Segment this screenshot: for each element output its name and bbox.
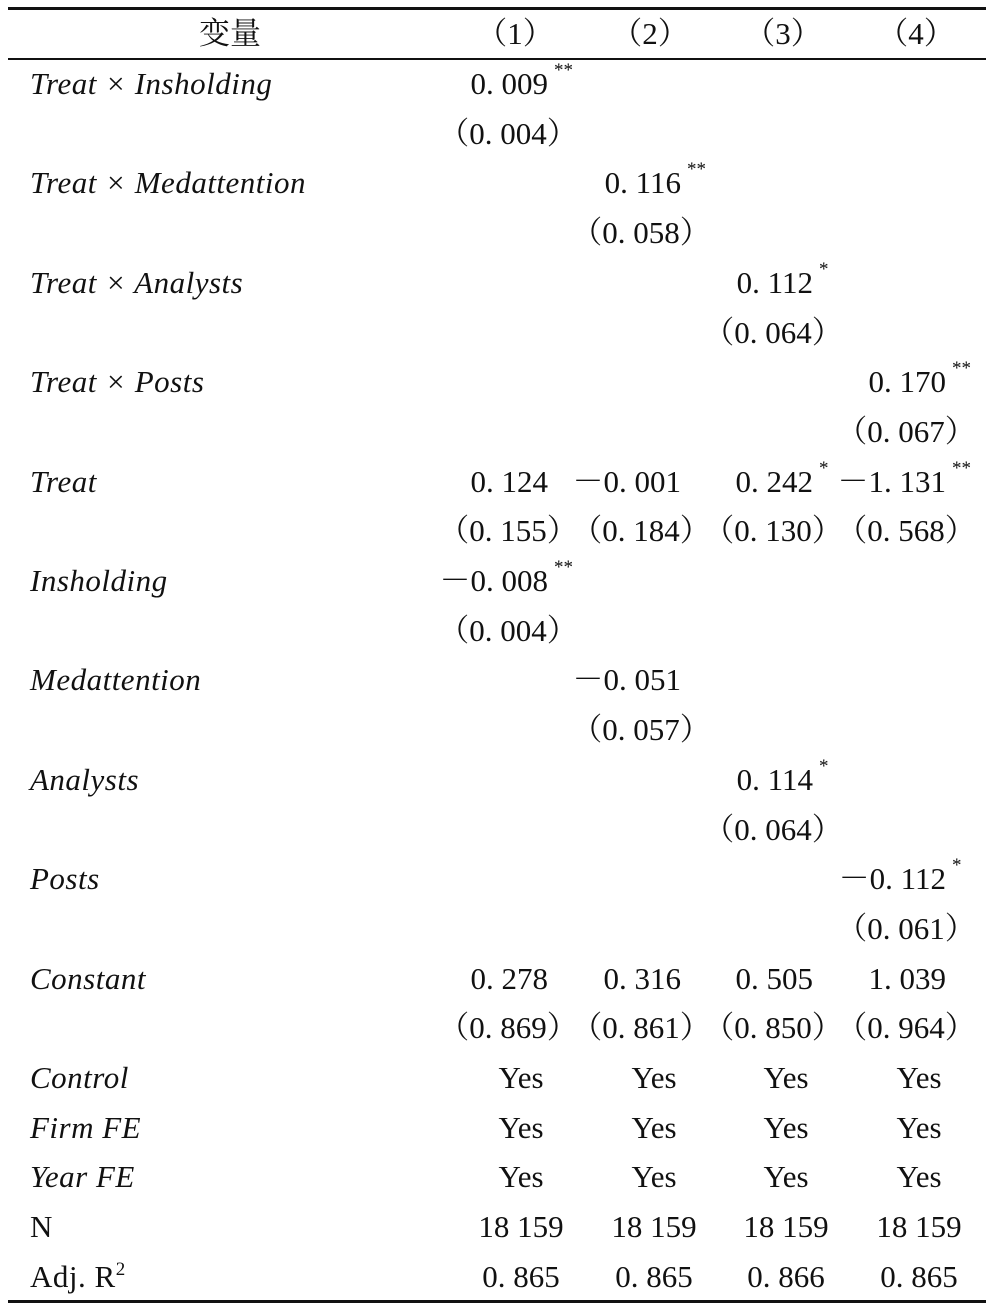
std-error-cell: （0. 064） <box>703 811 843 847</box>
footer-value-cell: 18 159 <box>478 1209 564 1245</box>
footer-value-cell: 18 159 <box>876 1209 962 1245</box>
std-error-cell: （0. 130） <box>703 513 843 549</box>
coef-value: 0. 278 <box>470 960 548 996</box>
coef-cell <box>746 358 971 402</box>
footer-label-text: Control <box>30 1060 129 1095</box>
std-error-cell: （0. 061） <box>836 910 976 946</box>
significance-stars: ** <box>952 457 971 479</box>
footer-value-cell: Yes <box>631 1159 677 1195</box>
coef-value: 0. 505 <box>735 960 813 996</box>
std-error-cell: （0. 184） <box>571 513 711 549</box>
footer-value-cell: Yes <box>631 1109 677 1145</box>
std-error-cell: （0. 058） <box>571 215 711 251</box>
coef-cell <box>481 159 706 203</box>
significance-stars: ** <box>554 60 573 81</box>
footer-label-text: N <box>30 1209 53 1245</box>
std-error-cell: （0. 064） <box>703 314 843 350</box>
std-error-cell: （0. 964） <box>836 1010 976 1046</box>
coef-cell <box>613 258 829 303</box>
header-col-3: （3） <box>744 16 822 51</box>
std-error-cell: （0. 850） <box>703 1010 843 1046</box>
significance-stars: * <box>952 855 962 877</box>
footer-value-cell: 0. 866 <box>747 1258 825 1294</box>
row-label: Treat × Posts <box>30 364 205 400</box>
header-col-1: （1） <box>476 16 554 51</box>
row-label: Posts <box>30 861 100 897</box>
coef-value: 0. 124 <box>470 463 548 499</box>
header-col-4: （4） <box>877 16 955 51</box>
footer-label-text: Firm FE <box>30 1109 142 1145</box>
header-rule <box>8 58 986 60</box>
std-error-cell: （0. 869） <box>438 1010 578 1046</box>
std-error-cell: （0. 004） <box>438 612 578 648</box>
coef-value: 1. 039 <box>868 960 946 996</box>
footer-label <box>30 1058 430 1098</box>
footer-value-cell: Yes <box>498 1060 544 1095</box>
footer-label <box>30 1207 430 1247</box>
footer-value-cell: Yes <box>498 1159 544 1195</box>
footer-label <box>30 1157 430 1197</box>
std-error-cell: （0. 861） <box>571 1010 711 1046</box>
row-label: Medattention <box>30 662 202 698</box>
coef-value: －0. 112 <box>838 861 946 897</box>
coef-value: 0. 116 <box>604 165 681 201</box>
significance-stars: * <box>819 258 829 280</box>
footer-value-cell: Yes <box>631 1060 677 1095</box>
std-error-cell: （0. 568） <box>836 513 976 549</box>
row-label: Treat × Analysts <box>30 264 244 300</box>
footer-value-cell: Yes <box>763 1060 809 1095</box>
row-label: Analysts <box>30 761 140 797</box>
coef-value: 0. 170 <box>868 364 946 400</box>
coef-cell <box>746 959 946 999</box>
top-rule <box>8 7 986 10</box>
std-error-cell: （0. 155） <box>438 513 578 549</box>
footer-value-cell: Yes <box>896 1109 942 1145</box>
coef-cell <box>746 855 962 899</box>
header-variable: 变量 <box>199 16 261 51</box>
row-label: Treat × Medattention <box>30 165 307 201</box>
header-col-2: （2） <box>611 16 689 51</box>
footer-value-cell: 0. 865 <box>880 1258 958 1294</box>
std-error-cell: （0. 004） <box>438 115 578 151</box>
significance-stars: * <box>819 755 829 777</box>
row-label: Insholding <box>30 563 168 598</box>
coef-cell <box>348 557 573 601</box>
coef-value: 0. 112 <box>736 264 813 300</box>
std-error-cell: （0. 057） <box>571 712 711 748</box>
std-error-cell: （0. 067） <box>836 413 976 449</box>
footer-value-cell: Yes <box>763 1109 809 1145</box>
footer-label <box>30 1257 430 1297</box>
coef-cell <box>481 660 681 700</box>
superscript: 2 <box>115 1258 126 1280</box>
coef-value: －0. 051 <box>572 662 681 698</box>
coef-value: 0. 242 <box>735 463 813 499</box>
footer-value-cell: 0. 865 <box>482 1258 560 1294</box>
row-label: Treat <box>30 463 97 499</box>
footer-value-cell: 0. 865 <box>615 1258 693 1294</box>
footer-label <box>30 1108 430 1148</box>
coef-value: －0. 008 <box>439 563 548 598</box>
bottom-rule <box>8 1300 986 1303</box>
footer-value-cell: 18 159 <box>611 1209 697 1245</box>
footer-value-cell: Yes <box>763 1159 809 1195</box>
coef-cell <box>348 60 573 104</box>
footer-value-cell: 18 159 <box>743 1209 829 1245</box>
coef-value: 0. 114 <box>736 761 813 797</box>
footer-value-cell: Yes <box>896 1060 942 1095</box>
coef-value: 0. 316 <box>603 960 681 996</box>
coef-value: －0. 001 <box>572 463 681 499</box>
significance-stars: * <box>819 457 829 479</box>
coef-cell <box>746 457 971 502</box>
footer-label-text: Year FE <box>30 1159 135 1195</box>
footer-value-cell: Yes <box>896 1159 942 1195</box>
row-label: Constant <box>30 960 146 996</box>
footer-value-cell: Yes <box>498 1109 544 1145</box>
row-label: Treat × Insholding <box>30 66 273 101</box>
coef-value: －1. 131 <box>837 463 946 499</box>
coef-value: 0. 009 <box>470 66 548 101</box>
significance-stars: ** <box>554 557 573 578</box>
significance-stars: ** <box>952 358 971 380</box>
coef-cell <box>613 755 829 800</box>
significance-stars: ** <box>687 159 706 181</box>
footer-label-text: Adj. R <box>30 1258 116 1294</box>
